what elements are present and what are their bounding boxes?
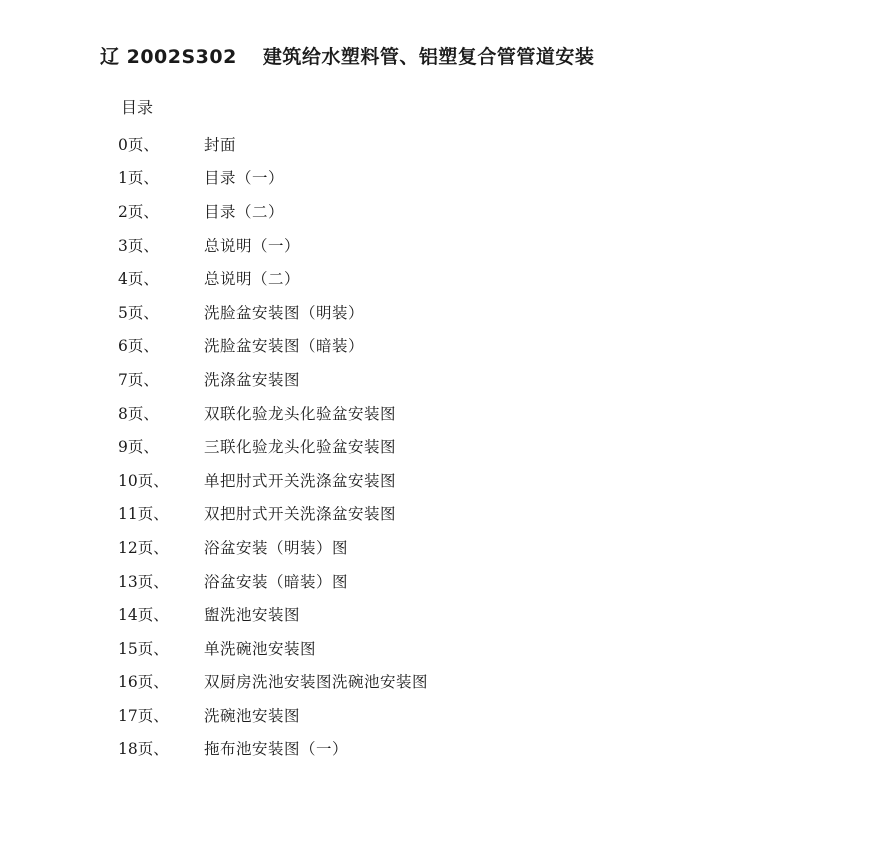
toc-item-label: 封面 xyxy=(204,135,237,154)
toc-item xyxy=(118,228,428,262)
toc-item-label: 单洗碗池安装图 xyxy=(204,639,317,658)
toc-page-number: 18页、 xyxy=(118,740,169,759)
toc-item-label: 洗脸盆安装图（暗装） xyxy=(204,337,365,356)
toc-page-number: 3页、 xyxy=(118,236,159,255)
toc-item-label: 总说明（一） xyxy=(204,236,301,255)
toc-page-number: 4页、 xyxy=(118,270,159,289)
toc-item xyxy=(118,698,428,732)
toc-page-number: 5页、 xyxy=(118,303,159,322)
toc-item-label: 目录（一） xyxy=(204,169,285,188)
toc-item-label: 单把肘式开关洗涤盆安装图 xyxy=(204,471,397,490)
toc-item xyxy=(118,665,428,699)
toc-item xyxy=(118,127,428,161)
toc-item-label: 浴盆安装（明装）图 xyxy=(204,538,349,557)
toc-item-label: 洗脸盆安装图（明装） xyxy=(204,303,365,322)
toc-page-number: 8页、 xyxy=(118,404,159,423)
toc-list xyxy=(118,127,428,765)
toc-item-label: 盥洗池安装图 xyxy=(204,606,301,625)
toc-page-number: 13页、 xyxy=(118,572,169,591)
toc-item xyxy=(118,564,428,598)
toc-page-number: 14页、 xyxy=(118,606,169,625)
toc-item xyxy=(118,429,428,463)
toc-item-label: 洗涤盆安装图 xyxy=(204,370,301,389)
toc-item-label: 目录（二） xyxy=(204,202,285,221)
toc-item-label: 浴盆安装（暗装）图 xyxy=(204,572,349,591)
toc-item xyxy=(118,497,428,531)
toc-page-number: 12页、 xyxy=(118,538,169,557)
toc-item xyxy=(118,362,428,396)
toc-item-label: 拖布池安装图（一） xyxy=(204,740,349,759)
toc-page-number: 17页、 xyxy=(118,706,169,725)
document-title xyxy=(100,42,594,69)
toc-item-label: 总说明（二） xyxy=(204,270,301,289)
toc-page-number: 6页、 xyxy=(118,337,159,356)
toc-page-number: 9页、 xyxy=(118,438,159,457)
toc-item xyxy=(118,732,428,766)
toc-item-label: 洗碗池安装图 xyxy=(204,706,301,725)
toc-item xyxy=(118,295,428,329)
toc-item-label: 双联化验龙头化验盆安装图 xyxy=(204,404,397,423)
toc-item xyxy=(118,631,428,665)
document-code: 辽 2002S302 xyxy=(100,46,237,68)
toc-page-number: 1页、 xyxy=(118,169,159,188)
toc-page-number: 10页、 xyxy=(118,471,169,490)
toc-item xyxy=(118,597,428,631)
toc-item xyxy=(118,463,428,497)
toc-page-number: 16页、 xyxy=(118,673,169,692)
toc-heading: 目录 xyxy=(121,98,154,117)
toc-page-number: 11页、 xyxy=(118,505,169,524)
toc-item xyxy=(118,161,428,195)
toc-page-number: 7页、 xyxy=(118,370,159,389)
toc-item xyxy=(118,194,428,228)
toc-page-number: 2页、 xyxy=(118,202,159,221)
toc-item-label: 双厨房洗池安装图洗碗池安装图 xyxy=(204,673,429,692)
toc-page-number: 0页、 xyxy=(118,135,159,154)
toc-item xyxy=(118,329,428,363)
toc-item xyxy=(118,530,428,564)
toc-item-label: 双把肘式开关洗涤盆安装图 xyxy=(204,505,397,524)
toc-item xyxy=(118,261,428,295)
toc-item xyxy=(118,396,428,430)
toc-item-label: 三联化验龙头化验盆安装图 xyxy=(204,438,397,457)
toc-page-number: 15页、 xyxy=(118,639,169,658)
document-title-text: 建筑给水塑料管、铝塑复合管管道安装 xyxy=(262,46,595,68)
